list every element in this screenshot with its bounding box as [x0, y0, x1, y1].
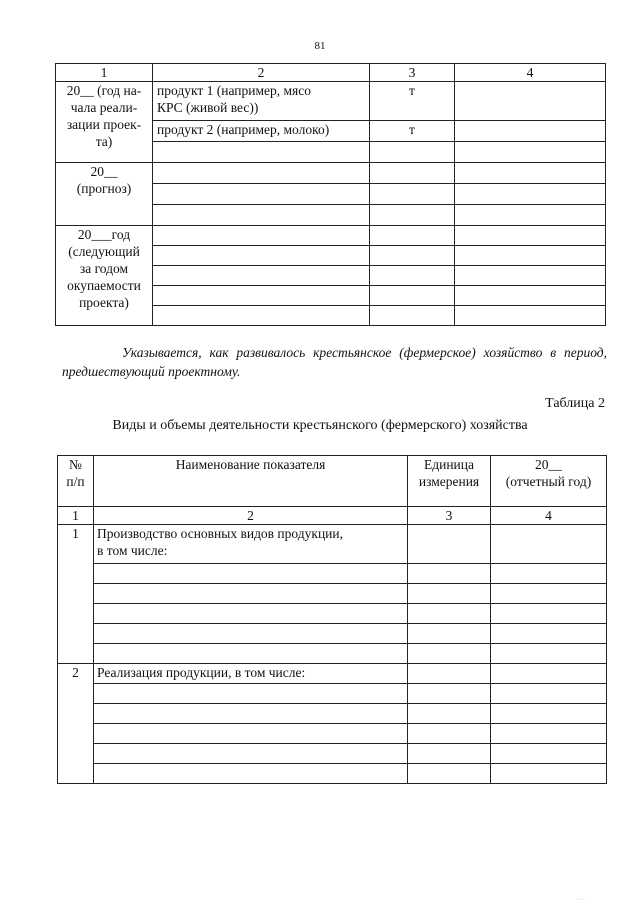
- unit-cell: [370, 142, 455, 163]
- column-number-3: 3: [408, 507, 491, 525]
- table-row: [58, 684, 607, 704]
- table-row: [58, 604, 607, 624]
- table-2-header-row: [58, 456, 607, 507]
- value-cell: [491, 724, 607, 744]
- column-number-4: 4: [491, 507, 607, 525]
- value-cell: [455, 266, 606, 286]
- page-mark: · · ·: [576, 897, 585, 903]
- table-row: [58, 584, 607, 604]
- indicator-cell: [94, 644, 408, 664]
- indicator-cell: [94, 564, 408, 584]
- value-cell: [491, 604, 607, 624]
- product-cell: [153, 306, 370, 326]
- unit-cell: [408, 764, 491, 784]
- section-title: Производство основных видов продукции, в том числе:: [94, 525, 408, 564]
- header-year: 20__ (отчетный год): [491, 456, 607, 507]
- value-cell: [455, 142, 606, 163]
- indicator-cell: [94, 724, 408, 744]
- value-cell: [491, 624, 607, 644]
- column-number-1: 1: [58, 507, 94, 525]
- product-cell: [153, 184, 370, 205]
- value-cell: [455, 82, 606, 121]
- unit-cell: [370, 286, 455, 306]
- unit-cell: т: [370, 82, 455, 121]
- indicator-cell: [94, 604, 408, 624]
- indicator-cell: [94, 744, 408, 764]
- section-title: Реализация продукции, в том числе:: [94, 664, 408, 684]
- value-cell: [491, 564, 607, 584]
- table-row: [58, 664, 607, 684]
- unit-cell: [408, 564, 491, 584]
- product-cell: [153, 246, 370, 266]
- value-cell: [491, 764, 607, 784]
- table-row: [58, 644, 607, 664]
- value-cell: [455, 184, 606, 205]
- unit-cell: [370, 163, 455, 184]
- product-cell: продукт 1 (например, мясо КРС (живой вес)): [153, 82, 370, 121]
- table-row: [58, 624, 607, 644]
- table-row: [58, 744, 607, 764]
- table-1-header-row: [56, 64, 606, 82]
- table-row: [56, 82, 606, 121]
- unit-cell: [408, 644, 491, 664]
- value-cell: [455, 226, 606, 246]
- unit-cell: [408, 724, 491, 744]
- table-row: [58, 764, 607, 784]
- column-number-2: 2: [94, 507, 408, 525]
- value-cell: [491, 644, 607, 664]
- table-1: [55, 63, 606, 326]
- table-row: [56, 163, 606, 184]
- column-number-2: 2: [153, 64, 370, 82]
- note-text: Указывается, как развивалось крестьянское (фермерское) хозяйство в период, предшествующий проектному.: [62, 345, 607, 379]
- table-row: [56, 226, 606, 246]
- product-cell: [153, 142, 370, 163]
- period-label: 20___год (следующий за годом окупаемости проекта): [56, 226, 153, 326]
- product-cell: продукт 2 (например, молоко): [153, 121, 370, 142]
- unit-cell: [408, 584, 491, 604]
- unit-cell: [408, 604, 491, 624]
- product-cell: [153, 266, 370, 286]
- header-num: № п/п: [58, 456, 94, 507]
- header-name: Наименование показателя: [94, 456, 408, 507]
- value-cell: [491, 664, 607, 684]
- unit-cell: т: [370, 121, 455, 142]
- value-cell: [491, 584, 607, 604]
- table-2-title: Виды и объемы деятельности крестьянского (фермерского) хозяйства: [112, 418, 528, 433]
- value-cell: [455, 286, 606, 306]
- table-row: [58, 525, 607, 564]
- unit-cell: [370, 266, 455, 286]
- unit-cell: [408, 704, 491, 724]
- column-number-4: 4: [455, 64, 606, 82]
- value-cell: [455, 205, 606, 226]
- unit-cell: [370, 184, 455, 205]
- value-cell: [491, 744, 607, 764]
- value-cell: [455, 163, 606, 184]
- value-cell: [455, 121, 606, 142]
- period-label: 20__ (прогноз): [56, 163, 153, 226]
- table-row: [58, 704, 607, 724]
- indicator-cell: [94, 684, 408, 704]
- unit-cell: [408, 624, 491, 644]
- table-2: [57, 455, 607, 784]
- value-cell: [455, 246, 606, 266]
- period-label: 20__ (год на- чала реали- зации проек- та): [56, 82, 153, 163]
- value-cell: [491, 525, 607, 564]
- header-unit: Единица измерения: [408, 456, 491, 507]
- column-number-1: 1: [56, 64, 153, 82]
- section-number: 2: [58, 664, 94, 784]
- indicator-cell: [94, 704, 408, 724]
- table-row: [58, 724, 607, 744]
- product-cell: [153, 286, 370, 306]
- product-cell: [153, 163, 370, 184]
- product-cell: [153, 226, 370, 246]
- table-row: [58, 564, 607, 584]
- indicator-cell: [94, 584, 408, 604]
- table-2-column-numbers: [58, 507, 607, 525]
- page-number: 81: [314, 40, 326, 52]
- unit-cell: [370, 246, 455, 266]
- value-cell: [491, 704, 607, 724]
- unit-cell: [370, 226, 455, 246]
- unit-cell: [408, 684, 491, 704]
- unit-cell: [408, 664, 491, 684]
- table-2-label: Таблица 2: [545, 396, 605, 411]
- value-cell: [491, 684, 607, 704]
- indicator-cell: [94, 624, 408, 644]
- unit-cell: [408, 525, 491, 564]
- unit-cell: [370, 306, 455, 326]
- unit-cell: [370, 205, 455, 226]
- unit-cell: [408, 744, 491, 764]
- value-cell: [455, 306, 606, 326]
- column-number-3: 3: [370, 64, 455, 82]
- indicator-cell: [94, 764, 408, 784]
- section-number: 1: [58, 525, 94, 664]
- product-cell: [153, 205, 370, 226]
